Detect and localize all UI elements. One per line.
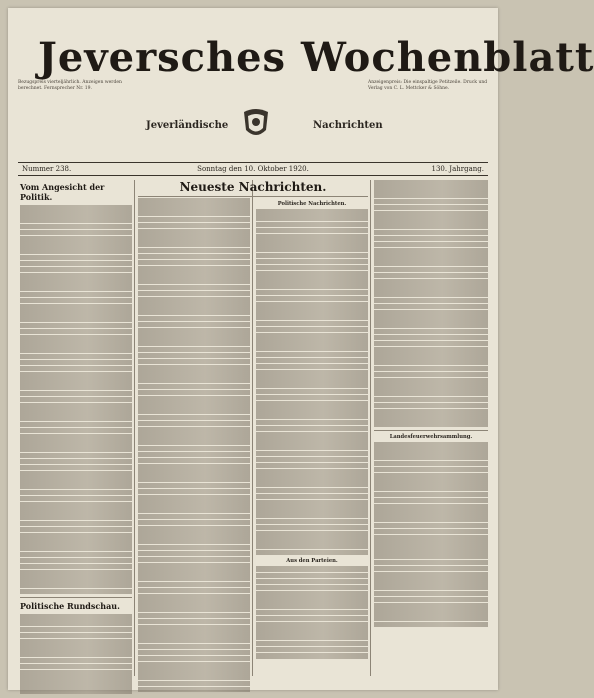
- coat-of-arms-icon: [236, 108, 276, 140]
- main-headline: Neueste Nachrichten.: [138, 180, 368, 197]
- newspaper-page: [8, 8, 594, 690]
- column-4: [374, 180, 488, 676]
- masthead-left-note: Bezugspreis vierteljährlich. Anzeigen werden berechnet. Fernsprecher Nr. 19.: [18, 80, 122, 91]
- section-heading: Landesfeuerwehrsammlung.: [389, 433, 473, 440]
- section-heading: Politische Rundschau.: [20, 601, 120, 612]
- issue-volume: 130. Jahrgang.: [431, 165, 484, 173]
- section-rule: [374, 430, 488, 431]
- article-text-block: [138, 198, 250, 692]
- issue-number: Nummer 238.: [22, 165, 72, 173]
- masthead: [18, 20, 594, 148]
- column-divider: [134, 180, 135, 676]
- article-text-block: [256, 566, 368, 658]
- column-3: [256, 198, 368, 676]
- article-text-block: [20, 205, 132, 594]
- section-heading: Politische Nachrichten.: [277, 201, 347, 207]
- dateline: [18, 162, 488, 176]
- newspaper-title: Jeversches Wochenblatt: [38, 34, 594, 81]
- masthead-right-note: Anzeigenpreis: Die einspaltige Petitzeile. Druck und Verlag von C. L. Mettcker & Söhne.: [368, 80, 488, 91]
- section-heading: Aus den Parteien.: [286, 558, 338, 565]
- section-rule: [20, 597, 132, 598]
- article-text-block: [374, 442, 488, 627]
- article-text-block: [20, 614, 132, 694]
- column-divider: [370, 180, 371, 676]
- masthead-subtitle-right: Nachrichten: [313, 120, 383, 131]
- section-heading: Vom Angesicht der Politik.: [20, 182, 105, 202]
- masthead-subtitle-left: Jeverländische: [146, 120, 229, 131]
- article-text-block: [374, 180, 488, 427]
- column-divider: [252, 180, 253, 676]
- column-1: [20, 180, 132, 676]
- issue-date: Sonntag den 10. Oktober 1920.: [197, 165, 309, 173]
- article-text-block: [256, 209, 368, 555]
- column-2: [138, 198, 250, 676]
